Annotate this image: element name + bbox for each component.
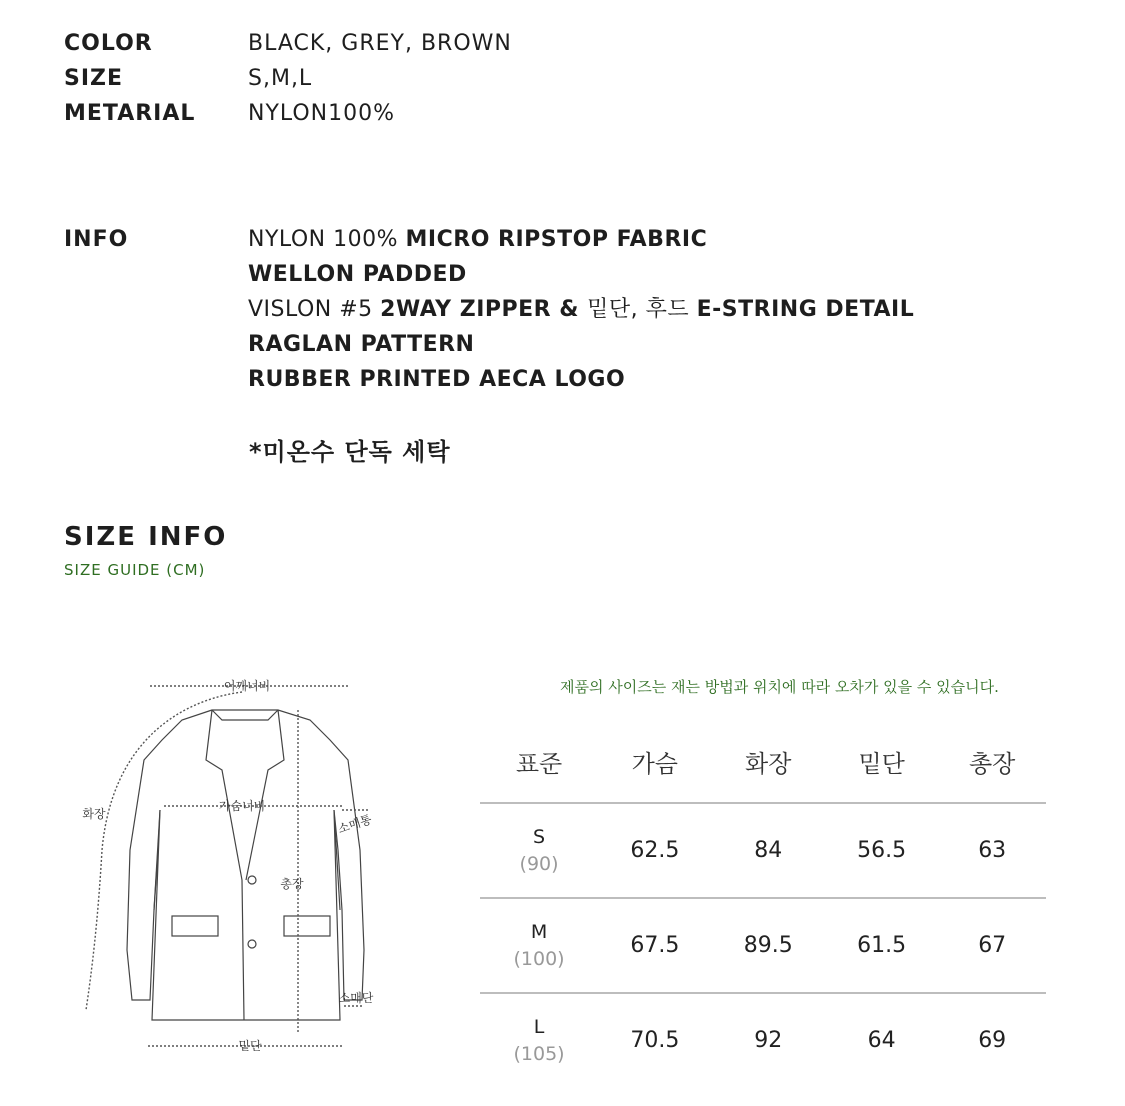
- table-cell: 63: [938, 803, 1046, 898]
- info-line: RAGLAN PATTERN: [248, 332, 475, 357]
- size-guide-subtitle: SIZE GUIDE (CM): [64, 561, 206, 579]
- size-cell: [480, 993, 598, 1087]
- table-cell: 61.5: [825, 898, 938, 993]
- size-standard: (105): [513, 1042, 565, 1065]
- table-row: [480, 803, 1046, 898]
- label-armhole: 소매통: [336, 812, 374, 837]
- header-sleeve: 화장: [712, 720, 825, 803]
- table-cell: 84: [712, 803, 825, 898]
- label-length: 총장: [280, 877, 304, 891]
- label-chest: 가슴너비: [218, 799, 266, 813]
- info-text: 2WAY ZIPPER &: [380, 297, 588, 322]
- header-standard: 표준: [480, 720, 598, 803]
- jacket-button: [248, 940, 256, 948]
- jacket-button: [248, 876, 256, 884]
- table-cell: 64: [867, 1028, 896, 1053]
- size-note: 제품의 사이즈는 재는 방법과 위치에 따라 오차가 있을 수 있습니다.: [560, 678, 999, 696]
- spec-row-size: [64, 61, 512, 96]
- jacket-outline: [127, 710, 364, 1020]
- jacket-pocket-right: [284, 916, 330, 936]
- info-line: WELLON PADDED: [248, 262, 467, 287]
- size-cell: [480, 898, 598, 993]
- info-text: VISLON #5: [248, 297, 381, 322]
- spec-row-material: [64, 96, 512, 131]
- spec-row-color: [64, 26, 512, 61]
- table-cell: 67: [938, 898, 1046, 993]
- info-text: 밑단, 후드: [587, 297, 697, 322]
- header-hem: 밑단: [825, 720, 938, 803]
- table-cell: 62.5: [598, 803, 711, 898]
- info-text: MICRO RIPSTOP FABRIC: [405, 227, 708, 252]
- size-standard: (90): [519, 852, 559, 875]
- label-shoulder: 어깨너비: [223, 679, 271, 693]
- jacket-pocket-left: [172, 916, 218, 936]
- spec-list: [64, 26, 512, 131]
- table-cell: 89.5: [712, 898, 825, 993]
- size-label: SIZE: [64, 66, 124, 91]
- size-letter: S: [533, 825, 546, 848]
- size-cell: [480, 803, 598, 898]
- material-value: NYLON100%: [248, 101, 396, 126]
- size-letter: M: [530, 920, 548, 943]
- size-letter: L: [533, 1015, 545, 1038]
- info-line: RUBBER PRINTED AECA LOGO: [248, 367, 626, 392]
- table-cell: 70.5: [630, 1028, 680, 1053]
- size-value: S,M,L: [248, 66, 313, 91]
- info-text: E-STRING DETAIL: [696, 297, 915, 322]
- table-header-row: [480, 720, 1046, 803]
- sleeve-measure-arc: [86, 692, 242, 1010]
- wash-instruction: *미온수 단독 세탁: [249, 438, 451, 466]
- info-text: NYLON 100%: [248, 227, 406, 252]
- jacket-measurement-diagram: [72, 670, 402, 1060]
- table-cell: 67.5: [598, 898, 711, 993]
- table-cell: 69: [978, 1028, 1007, 1053]
- table-cell: 56.5: [825, 803, 938, 898]
- table-row: [480, 898, 1046, 993]
- table-cell: 92: [754, 1028, 783, 1053]
- jacket-collar: [206, 710, 284, 1020]
- material-label: METARIAL: [64, 101, 196, 126]
- table-row: [480, 993, 1046, 1087]
- jacket-lapel: [212, 710, 278, 720]
- header-length: 총장: [938, 720, 1046, 803]
- label-hem: 밑단: [238, 1039, 262, 1053]
- size-info-title: SIZE INFO: [64, 522, 228, 552]
- info-label: INFO: [64, 227, 129, 252]
- info-lines: [248, 222, 914, 397]
- size-table: [480, 720, 1046, 1087]
- label-sleeve: 화장: [82, 807, 106, 821]
- info-section: [64, 222, 914, 397]
- color-label: COLOR: [64, 31, 153, 56]
- info-line: [248, 222, 914, 257]
- color-value: BLACK, GREY, BROWN: [248, 31, 512, 56]
- label-cuff: 소매단: [338, 991, 374, 1005]
- size-standard: (100): [513, 947, 565, 970]
- header-chest: 가슴: [598, 720, 711, 803]
- info-line: [248, 292, 914, 327]
